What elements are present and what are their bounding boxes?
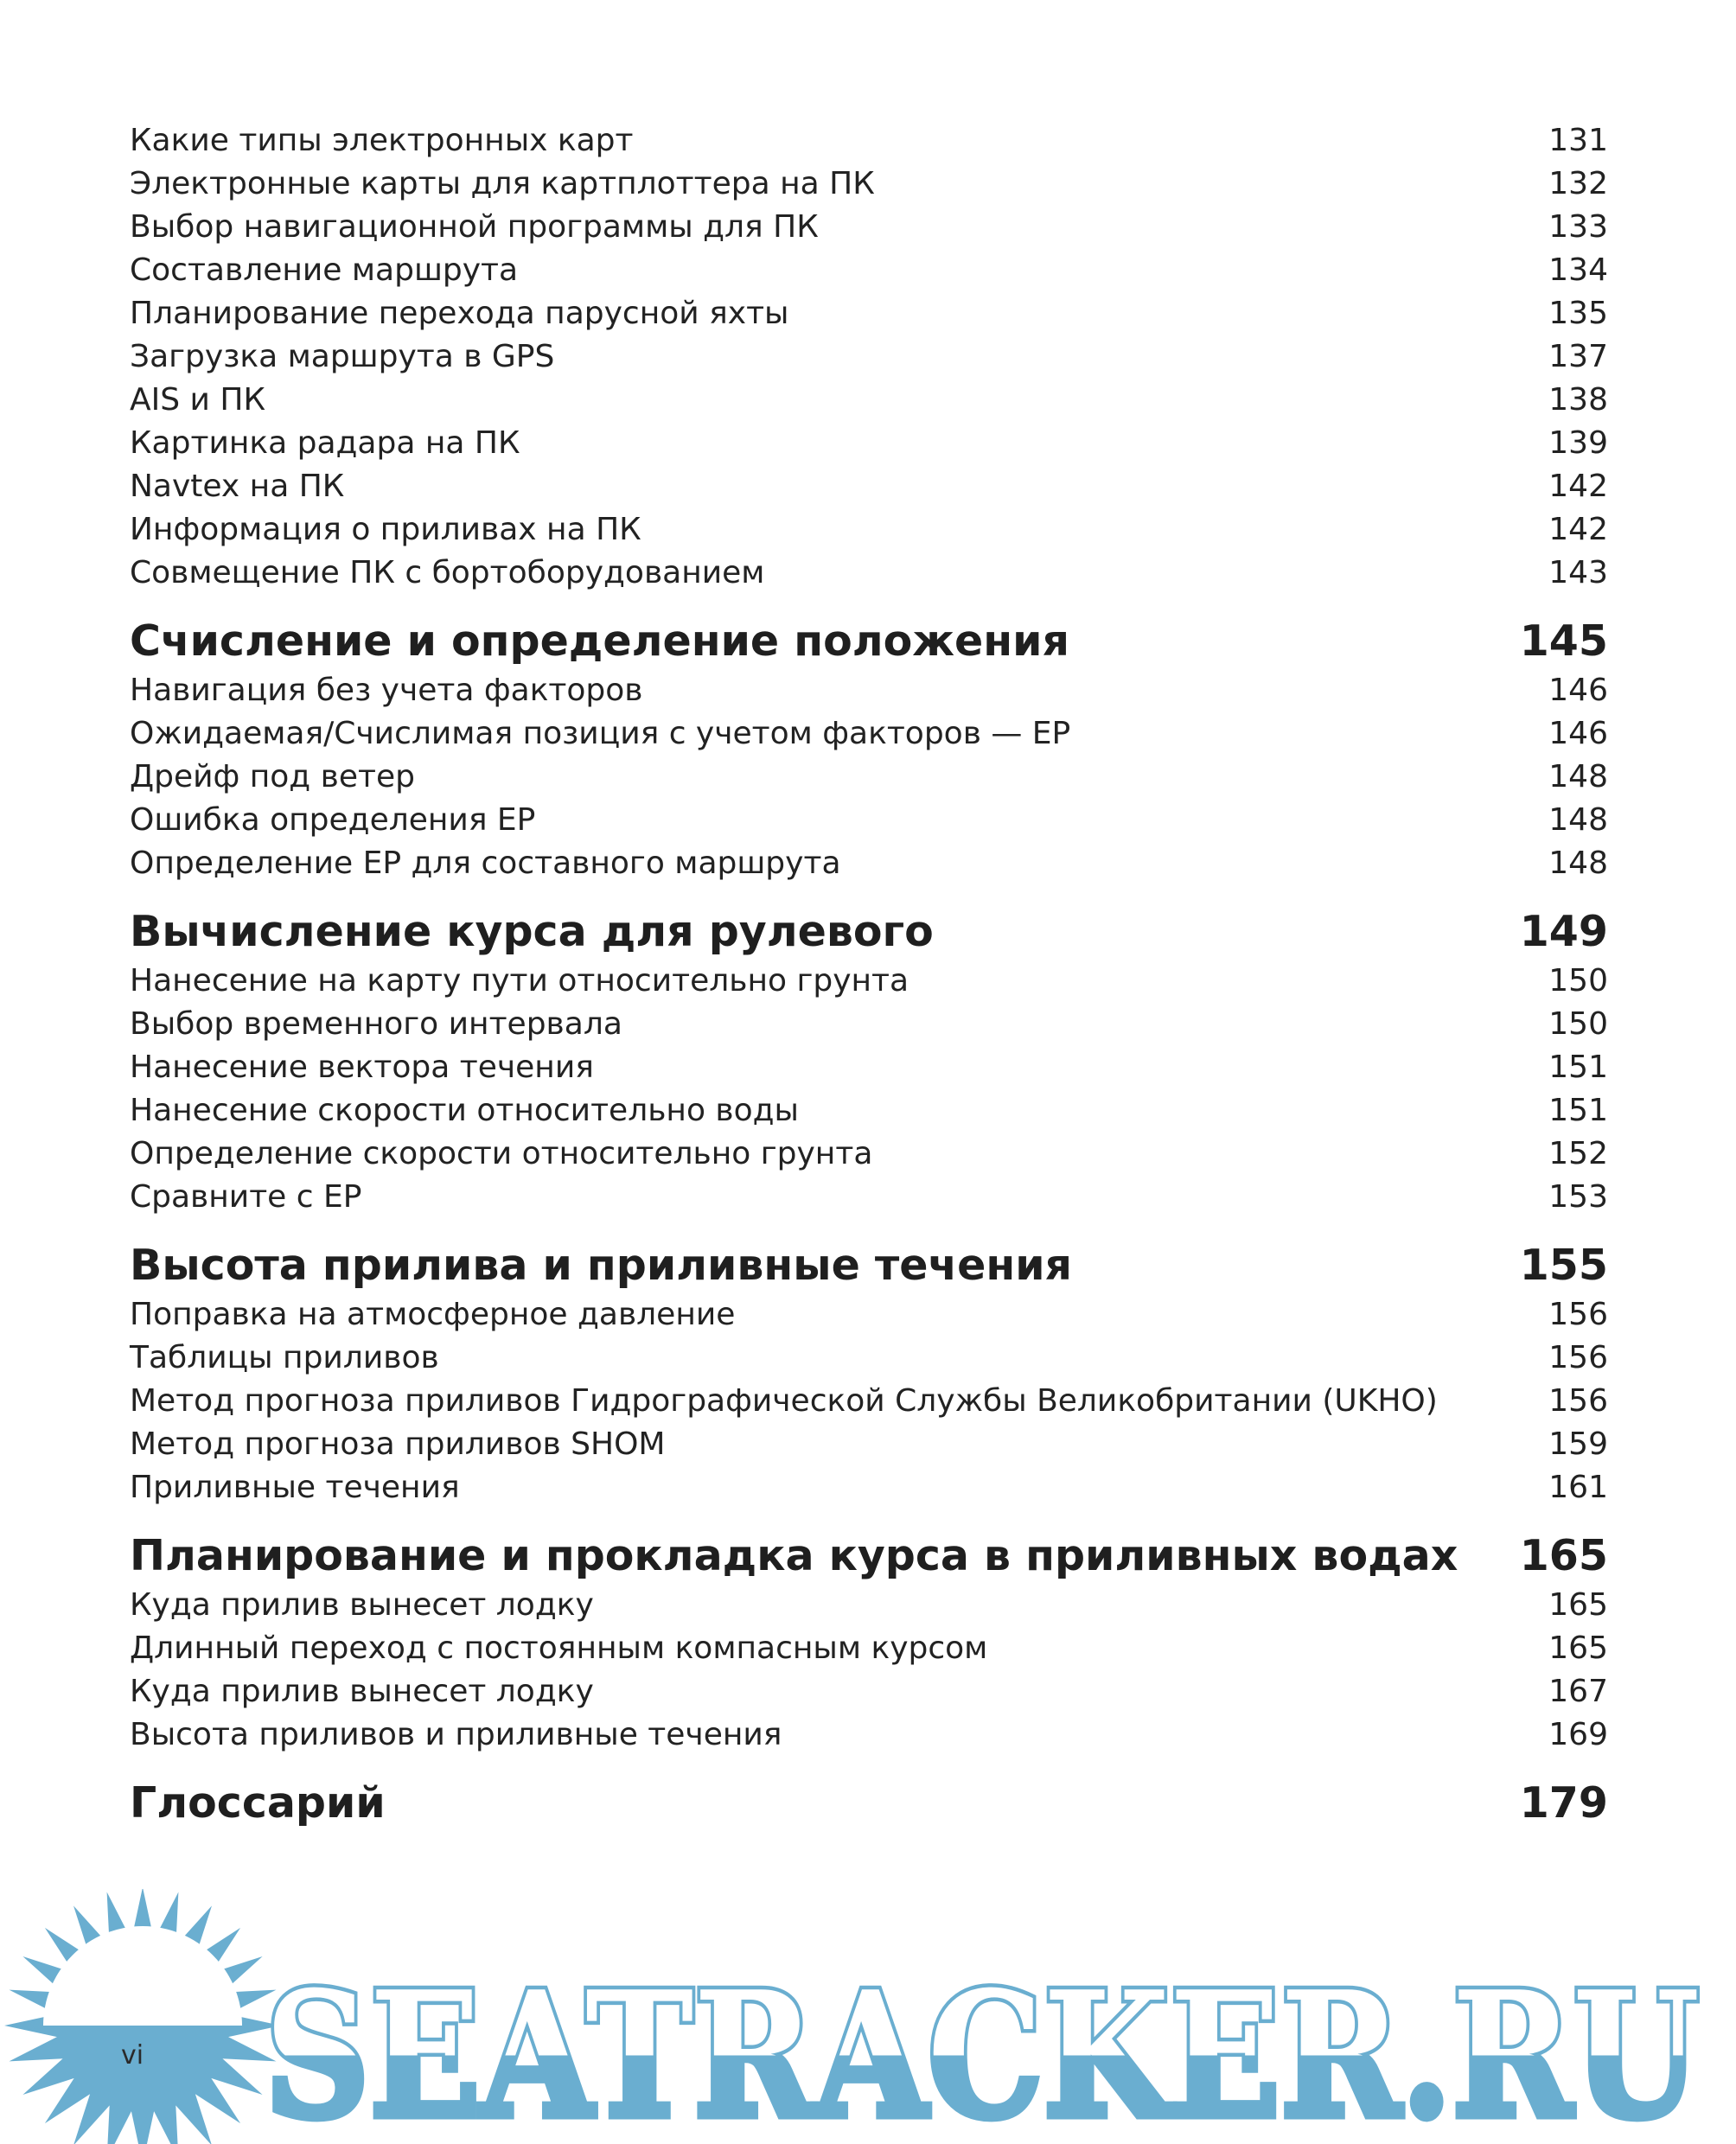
toc-entry (130, 1133, 1608, 1176)
entry-title: Информация о приливах на ПК (130, 512, 641, 547)
entry-title: Поправка на атмосферное давление (130, 1297, 736, 1332)
entry-title: Выбор временного интервала (130, 1006, 622, 1042)
toc-entry (130, 119, 1608, 163)
page-ref: 148 (1548, 759, 1608, 794)
entry-title: Составление маршрута (130, 252, 519, 288)
toc-entry (130, 422, 1608, 465)
chapter-title: Планирование и прокладка курса в приливных водах (130, 1531, 1458, 1580)
page-ref: 152 (1548, 1136, 1608, 1171)
entry-title: Navtex на ПК (130, 469, 345, 504)
entry-title: Нанесение вектора течения (130, 1050, 594, 1085)
toc-entry (130, 1337, 1608, 1380)
page-ref: 169 (1548, 1717, 1608, 1752)
page-ref: 156 (1548, 1383, 1608, 1419)
toc-chapter-heading (130, 1238, 1608, 1293)
page-ref: 161 (1548, 1470, 1608, 1505)
toc-entry (130, 1176, 1608, 1219)
toc-entry (130, 1584, 1608, 1627)
page-ref: 142 (1548, 469, 1608, 504)
toc-chapter-heading (130, 614, 1608, 669)
page-ref: 148 (1548, 802, 1608, 838)
entry-title: Метод прогноза приливов SHOM (130, 1426, 666, 1462)
toc-entry (130, 1713, 1608, 1757)
entry-title: Загрузка маршрута в GPS (130, 339, 555, 374)
toc-entry (130, 1380, 1608, 1423)
toc-entry (130, 960, 1608, 1003)
page-ref: 146 (1548, 673, 1608, 708)
page-number: vi (121, 2040, 144, 2071)
toc-entry (130, 508, 1608, 552)
entry-title: AIS и ПК (130, 382, 266, 418)
page-ref: 149 (1519, 907, 1608, 956)
page-ref: 165 (1548, 1630, 1608, 1666)
entry-title: Определение EP для составного маршрута (130, 845, 841, 881)
page-ref: 145 (1519, 616, 1608, 666)
entry-title: Высота приливов и приливные течения (130, 1717, 782, 1752)
toc-entry (130, 465, 1608, 508)
toc-entry (130, 842, 1608, 885)
entry-title: Совмещение ПК с бортоборудованием (130, 555, 765, 590)
entry-title: Приливные течения (130, 1470, 460, 1505)
page-ref: 156 (1548, 1297, 1608, 1332)
page-ref: 156 (1548, 1340, 1608, 1375)
page-ref: 146 (1548, 716, 1608, 751)
page-ref: 131 (1548, 123, 1608, 158)
entry-title: Сравните с EP (130, 1179, 362, 1215)
toc-entry (130, 206, 1608, 249)
page-ref: 142 (1548, 512, 1608, 547)
chapter-title: Высота прилива и приливные течения (130, 1241, 1073, 1290)
entry-title: Какие типы электронных карт (130, 123, 634, 158)
toc-entry (130, 1003, 1608, 1046)
seatracker-watermark (0, 1889, 1736, 2144)
page-ref: 132 (1548, 166, 1608, 201)
page-ref: 165 (1548, 1587, 1608, 1623)
toc-entry (130, 756, 1608, 799)
page-ref: 155 (1519, 1241, 1608, 1290)
toc-chapter-heading (130, 1776, 1608, 1831)
table-of-contents (130, 119, 1608, 1831)
entry-title: Ошибка определения EP (130, 802, 536, 838)
entry-title: Длинный переход с постоянным компасным курсом (130, 1630, 988, 1666)
entry-title: Выбор навигационной программы для ПК (130, 209, 819, 245)
page-ref: 134 (1548, 252, 1608, 288)
page-ref: 135 (1548, 296, 1608, 331)
entry-title: Определение скорости относительно грунта (130, 1136, 873, 1171)
chapter-title: Вычисление курса для рулевого (130, 907, 934, 956)
toc-entry (130, 1670, 1608, 1713)
page-ref: 133 (1548, 209, 1608, 245)
toc-entry (130, 1627, 1608, 1670)
page-ref: 148 (1548, 845, 1608, 881)
entry-title: Нанесение на карту пути относительно грунта (130, 963, 909, 999)
entry-title: Электронные карты для картплоттера на ПК (130, 166, 875, 201)
entry-title: Нанесение скорости относительно воды (130, 1093, 799, 1128)
page-ref: 151 (1548, 1050, 1608, 1085)
toc-entry (130, 1466, 1608, 1509)
entry-title: Навигация без учета факторов (130, 673, 643, 708)
toc-entry (130, 799, 1608, 842)
page-ref: 151 (1548, 1093, 1608, 1128)
toc-entry (130, 552, 1608, 595)
sun-icon (4, 1889, 281, 2144)
chapter-title: Глоссарий (130, 1778, 386, 1828)
page-ref: 138 (1548, 382, 1608, 418)
page-ref: 150 (1548, 963, 1608, 999)
toc-entry (130, 249, 1608, 292)
toc-chapter-heading (130, 1528, 1608, 1584)
page-ref: 137 (1548, 339, 1608, 374)
toc-entry (130, 1046, 1608, 1089)
toc-entry (130, 1293, 1608, 1337)
toc-entry (130, 1089, 1608, 1133)
page-ref: 179 (1519, 1778, 1608, 1828)
toc-entry (130, 712, 1608, 756)
page-ref: 153 (1548, 1179, 1608, 1215)
entry-title: Дрейф под ветер (130, 759, 415, 794)
page-ref: 167 (1548, 1674, 1608, 1709)
page-ref: 139 (1548, 425, 1608, 461)
entry-title: Куда прилив вынесет лодку (130, 1587, 594, 1623)
page-ref: 143 (1548, 555, 1608, 590)
toc-entry (130, 292, 1608, 335)
entry-title: Таблицы приливов (130, 1340, 439, 1375)
toc-entry (130, 335, 1608, 379)
chapter-title: Счисление и определение положения (130, 616, 1069, 666)
entry-title: Куда прилив вынесет лодку (130, 1674, 594, 1709)
entry-title: Метод прогноза приливов Гидрографической Службы Великобритании (UKHO) (130, 1383, 1438, 1419)
toc-entry (130, 669, 1608, 712)
page-ref: 165 (1519, 1531, 1608, 1580)
page-ref: 159 (1548, 1426, 1608, 1462)
watermark-text: SEATRACKER.RU (265, 1954, 1700, 2144)
toc-entry (130, 379, 1608, 422)
entry-title: Ожидаемая/Счислимая позиция с учетом факторов — EP (130, 716, 1071, 751)
entry-title: Планирование перехода парусной яхты (130, 296, 789, 331)
entry-title: Картинка радара на ПК (130, 425, 520, 461)
toc-chapter-heading (130, 904, 1608, 960)
page-ref: 150 (1548, 1006, 1608, 1042)
toc-entry (130, 1423, 1608, 1466)
toc-entry (130, 163, 1608, 206)
